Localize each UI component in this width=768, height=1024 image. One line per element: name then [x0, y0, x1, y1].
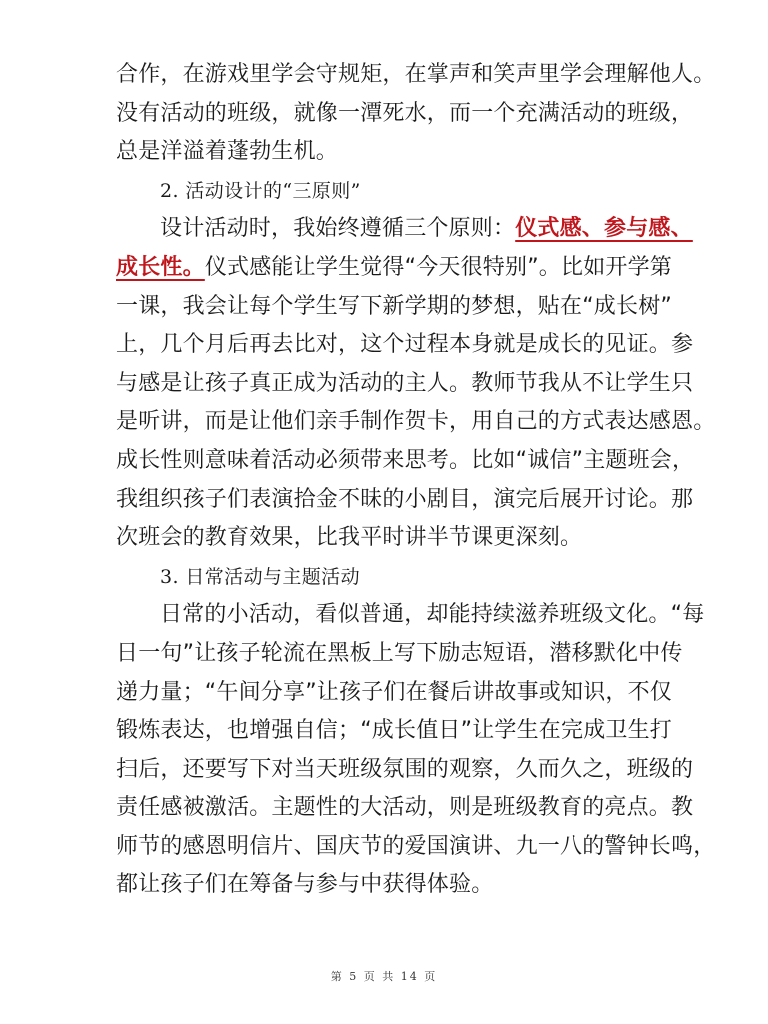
text-line: 没有活动的班级，就像一潭死水，而一个充满活动的班级， — [116, 100, 694, 126]
text-line: 日一句”让孩子轮流在黑板上写下励志短语，潜移默化中传 — [116, 640, 683, 666]
emphasized-principles: 成长性。 — [116, 254, 205, 280]
section-heading: 3. 日常活动与主题活动 — [160, 565, 360, 588]
text-line: 锻炼表达，也增强自信；“成长值日”让学生在完成卫生打 — [116, 718, 672, 744]
text-line: 总是洋溢着蓬勃生机。 — [116, 139, 339, 165]
text-span: 仪式感能让学生觉得“今天很特别”。比如开学第 — [204, 254, 673, 280]
text-span: 设计活动时，我始终遵循三个原则： — [160, 216, 516, 242]
text-line: 扫后，还要写下对当天班级氛围的观察，久而久之，班级的 — [116, 756, 694, 782]
text-line: 师节的感恩明信片、国庆节的爱国演讲、九一八的警钟长鸣， — [116, 833, 716, 859]
text-line: 我组织孩子们表演拾金不昧的小剧目，演完后展开讨论。那 — [116, 486, 694, 512]
page-number-footer: 第 5 页 共 14 页 — [330, 970, 438, 983]
text-line: 一课，我会让每个学生写下新学期的梦想，贴在“成长树” — [116, 293, 672, 319]
text-line: 日常的小活动，看似普通，却能持续滋养班级文化。“每 — [160, 602, 705, 628]
document-body — [116, 56, 716, 905]
section-heading: 2. 活动设计的“三原则” — [160, 179, 361, 202]
text-line: 递力量；“午间分享”让孩子们在餐后讲故事或知识，不仅 — [116, 679, 672, 705]
text-line — [116, 210, 693, 249]
text-line: 合作，在游戏里学会守规矩，在掌声和笑声里学会理解他人。 — [116, 62, 716, 87]
paragraph-intro — [116, 56, 716, 172]
text-line: 上，几个月后再去比对，这个过程本身就是成长的见证。参 — [116, 332, 694, 358]
section-daily-and-theme-activities — [116, 558, 716, 905]
text-line: 成长性则意味着活动必须带来思考。比如“诚信”主题班会， — [116, 447, 695, 473]
text-line — [116, 249, 673, 288]
text-line: 与感是让孩子真正成为活动的主人。教师节我从不让学生只 — [116, 370, 694, 396]
text-line: 都让孩子们在筹备与参与中获得体验。 — [116, 872, 494, 898]
text-line: 是听讲，而是让他们亲手制作贺卡，用自己的方式表达感恩。 — [116, 409, 716, 435]
text-line: 次班会的教育效果，比我平时讲半节课更深刻。 — [116, 525, 583, 551]
text-line: 责任感被激活。主题性的大活动，则是班级教育的亮点。教 — [116, 795, 694, 821]
section-activity-principles — [116, 172, 716, 558]
emphasized-principles: 仪式感、参与感、 — [515, 216, 693, 242]
